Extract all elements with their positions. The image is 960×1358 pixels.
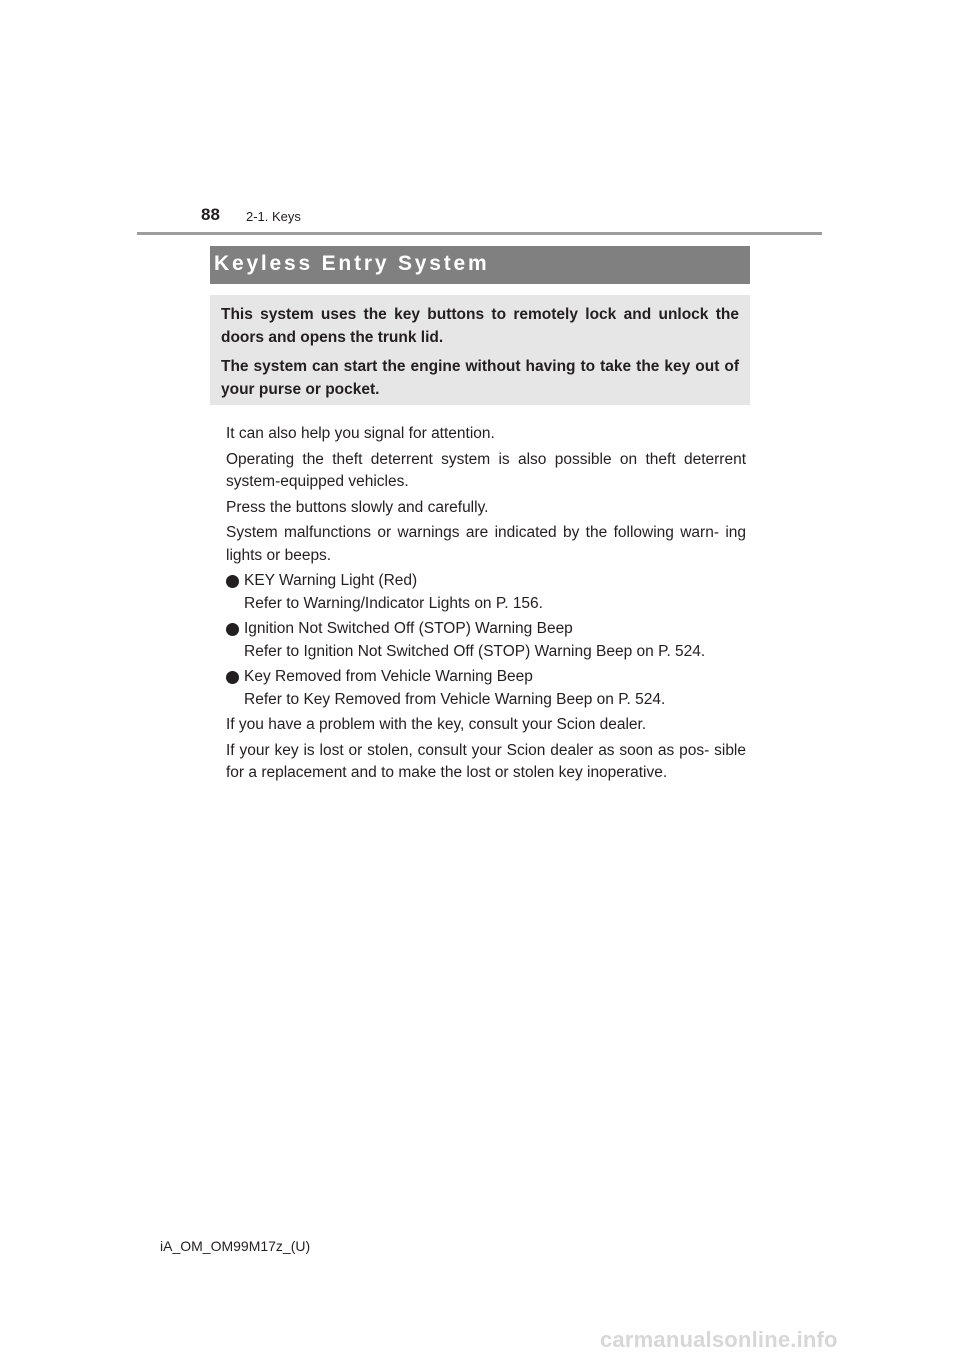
- bullet-dot-icon: [226, 575, 239, 588]
- bullet-item: [226, 666, 746, 711]
- body-paragraph: If your key is lost or stolen, consult your Scion dealer as soon as pos- sible for a replacement and to make the lost or stolen key inoperative.: [226, 741, 746, 781]
- intro-box: [210, 295, 750, 405]
- body-paragraph: It can also help you signal for attention.: [226, 425, 495, 442]
- body-text: [226, 423, 746, 788]
- bullet-item: [226, 570, 746, 615]
- intro-paragraph: The system can start the engine without having to take the key out of your purse or pocket.: [221, 358, 739, 398]
- bullet-reference: Refer to Warning/Indicator Lights on P. 156.: [244, 594, 543, 612]
- section-label: 2-1. Keys: [246, 209, 301, 224]
- header-divider: [137, 232, 822, 235]
- body-paragraph: System malfunctions or warnings are indicated by the following warn- ing lights or beeps.: [226, 524, 746, 564]
- title-bar: [210, 246, 750, 284]
- bullet-item: [226, 618, 746, 663]
- bullet-title: KEY Warning Light (Red): [244, 572, 418, 589]
- bullet-dot-icon: [226, 623, 239, 636]
- page-number: 88: [201, 205, 220, 224]
- bullet-reference: Refer to Key Removed from Vehicle Warning Beep on P. 524.: [244, 690, 666, 708]
- document-code: iA_OM_OM99M17z_(U): [160, 1238, 311, 1254]
- bullet-title: Ignition Not Switched Off (STOP) Warning Beep: [244, 620, 573, 637]
- page-title: Keyless Entry System: [214, 252, 490, 275]
- bullet-dot-icon: [226, 671, 239, 684]
- bullet-title: Key Removed from Vehicle Warning Beep: [244, 668, 533, 685]
- intro-paragraph: This system uses the key buttons to remotely lock and unlock the doors and opens the trunk lid.: [221, 306, 739, 346]
- watermark-logo: carmanualsonline.info: [600, 1327, 838, 1352]
- body-paragraph: Press the buttons slowly and carefully.: [226, 498, 489, 516]
- bullet-reference: Refer to Ignition Not Switched Off (STOP) Warning Beep on P. 524.: [244, 642, 706, 660]
- body-paragraph: If you have a problem with the key, consult your Scion dealer.: [226, 716, 647, 733]
- body-paragraph: Operating the theft deterrent system is also possible on theft deterrent system-equipped vehicles.: [226, 450, 746, 490]
